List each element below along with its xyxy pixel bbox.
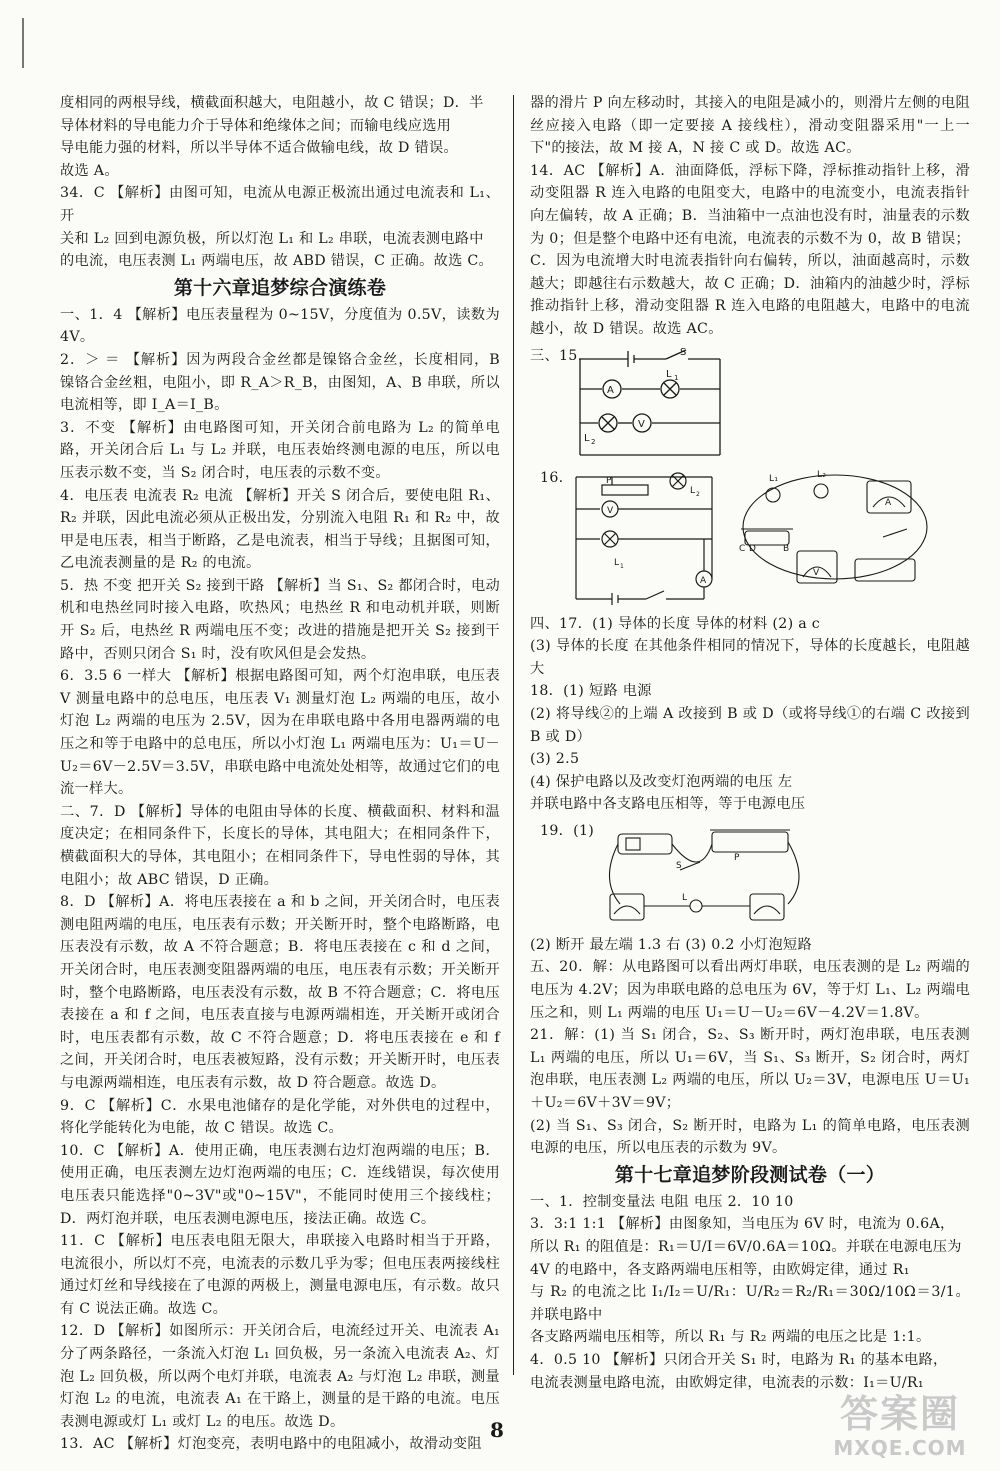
q15-label: 三、15. bbox=[530, 347, 583, 364]
answer-item: 18．(1) 短路 电源 bbox=[530, 683, 652, 700]
svg-text:A: A bbox=[885, 497, 892, 508]
svg-text:A: A bbox=[700, 575, 707, 586]
left-column bbox=[60, 92, 500, 1453]
answer-item: 5．热 不变 把开关 S₂ 接到干路 【解析】当 S₁、S₂ 都闭合时，电动机和电热丝同时接入电路，吹热风；电热丝 R 和电动机并联，则断开 S₂ 后，电热丝 R 两端电压不变；改进的措施是把开关 S₂ 接到干路中，否则只闭合 S₁ 时，没有吹风但是会发热。 bbox=[60, 577, 500, 662]
svg-text:S: S bbox=[676, 860, 683, 871]
chapter-title-17: 第十七章追梦阶段测试卷（一） bbox=[614, 1163, 886, 1186]
right-column bbox=[530, 92, 970, 1391]
q16-label: 16. bbox=[540, 469, 564, 486]
answer-item: 4．0.5 10 【解析】只闭合开关 S₁ 时，电路为 R₁ 的基本电路， bbox=[530, 1351, 948, 1368]
answer-item: 一、1．4 【解析】电压表量程为 0~15V，分度值为 0.5V，读数为 4V。 bbox=[60, 306, 500, 346]
answer-item: 3．3:1 1:1 【解析】由图象知，当电压为 6V 时，电流为 0.6A， bbox=[530, 1216, 955, 1233]
svg-text:L: L bbox=[614, 557, 620, 568]
svg-text:P: P bbox=[734, 852, 740, 863]
answers-chapter-17 bbox=[530, 1191, 970, 1394]
answer-item: 10．C 【解析】A．使用正确，电压表测右边灯泡两端的电压；B．使用正确，电压表测左边灯泡两端的电压；C．连线错误，每次使用电压表只能选择"0~3V"或"0~15V"，不能同时使用三个接线柱；D．两灯泡并联，电压表测电源电压，接法正确。故选 C。 bbox=[60, 1142, 500, 1227]
answer-item: 12．D 【解析】如图所示：开关闭合后，电流经过开关、电流表 A₁ 分了两条路径，一条流入灯泡 L₁ 回负极，另一条流入电流表 A₂、灯泡 L₂ 回负极，所以两个电灯并联，电流表 A₂ 与灯泡 L₂ 串联，测量灯泡 L₂ 的电流，电流表 A₁ 在干路上，测量的是干路的电流。电压表测电源或灯 L₁ 或灯 L₂ 的电压。故选 D。 bbox=[60, 1323, 500, 1430]
answers-19-21 bbox=[530, 934, 970, 1160]
svg-text:L: L bbox=[690, 485, 696, 496]
watermark-url-text: MXQE.COM bbox=[833, 1436, 967, 1460]
svg-text:V: V bbox=[607, 505, 614, 516]
q16-physical-wiring-drawing bbox=[735, 467, 930, 607]
answer-item: 6．3.5 6 一样大 【解析】根据电路图可知，两个灯泡串联，电压表 V 测量电路中的总电压，电压表 V₁ 测量灯泡 L₂ 两端的电压，故小灯泡 L₂ 两端的电压为 2.5V，因为在串联电路中各用电器两端的电压之和等于电路中的总电压，所以小灯泡 L₁ 两端电压为：U₁＝U－U₂＝6V－2.5V＝3.5V，串联电路中电流处处相等，故通过它们的电流一样大。 bbox=[60, 668, 500, 798]
svg-text:S: S bbox=[680, 346, 687, 358]
svg-text:V: V bbox=[813, 567, 820, 578]
svg-text:V: V bbox=[638, 418, 646, 430]
svg-text:1: 1 bbox=[674, 373, 679, 382]
answer-item: (3) 导体的长度 在其他条件相同的情况下，导体的长度越长，电阻越大 bbox=[530, 638, 970, 677]
answer-item: 3．不变 【解析】由电路图可知，开关闭合前电路为 L₂ 的简单电路，开关闭合后 L₁ 与 L₂ 并联，电压表始终测电源的电压，所以电压表示数不变，当 S₂ 闭合时，电压表的示数不变。 bbox=[60, 419, 500, 481]
text-line: 导体材料的导电能力介于导体和绝缘体之间；而输电线应选用 bbox=[60, 117, 452, 134]
q19-figure bbox=[530, 820, 970, 930]
answer-item: 9．C 【解析】C．水果电池储存的是化学能，对外供电的过程中，将化学能转化为电能，故 C 错误。故选 C。 bbox=[60, 1097, 500, 1137]
answer-item: 一、1．控制变量法 电阻 电压 2．10 10 bbox=[530, 1193, 794, 1210]
svg-text:L₁: L₁ bbox=[769, 473, 779, 484]
answer-item: 11．C 【解析】电压表电阻无限大，串联接入电路时相当于开路，电流很小，所以灯不亮，电流表的示数几乎为零；但电压表两接线柱通过灯丝和导线接在了电源的两极上，测量电源电压，有示数。故只有 C 说法正确。故选 C。 bbox=[60, 1233, 500, 1317]
text-line: 的电流，电压表测 L₁ 两端电压，故 ABD 错误，C 正确。故选 C。 bbox=[60, 253, 494, 270]
q16-circuit-diagram bbox=[572, 467, 722, 607]
answers-17-18 bbox=[530, 613, 970, 816]
svg-text:L: L bbox=[584, 432, 590, 444]
page-number: 8 bbox=[490, 1418, 504, 1442]
left-continuation bbox=[60, 92, 500, 273]
answer-item: 器的滑片 P 向左移动时，其接入的电阻是减小的，则滑片左侧的电阻丝应接入电路（即一定要接 A 接线柱），滑动变阻器采用"一上一下"的接法，故 M 接 A，N 接 C 或 D。故选 AC。 bbox=[530, 95, 970, 157]
answer-item: 与 R₂ 的电流之比 I₁/I₂＝U/R₁：U/R₂＝R₂/R₁＝30Ω/10Ω＝3/1。并联电路中 bbox=[530, 1284, 970, 1323]
svg-text:L: L bbox=[666, 368, 672, 380]
answers-chapter-16 bbox=[60, 304, 500, 1456]
answer-item: 二、7．D 【解析】导体的电阻由导体的长度、横截面积、材料和温度决定；在相同条件下，长度长的导体，其电阻大；在相同条件下，横截面积大的导体，其电阻小；在相同条件下，导电性弱的导体，其电阻小；故 ABC 错误，D 正确。 bbox=[60, 803, 500, 888]
answer-item: 并联电路中各支路电压相等，等于电源电压 bbox=[530, 796, 806, 813]
answer-item: 4V 的电路中，各支路两端电压相等，由欧姆定律，通过 R₁ bbox=[530, 1261, 910, 1278]
text-line: 导电能力强的材料，所以半导体不适合做输电线，故 D 错误。 bbox=[60, 140, 458, 157]
binding-margin-mark bbox=[22, 18, 24, 68]
q16-figure bbox=[530, 467, 970, 609]
svg-text:P: P bbox=[606, 475, 612, 486]
q19-wiring-drawing bbox=[600, 820, 810, 926]
answer-item: 13．AC 【解析】灯泡变亮，表明电路中的电阻减小，故滑动变阻 bbox=[60, 1436, 482, 1453]
svg-text:A: A bbox=[607, 384, 615, 396]
site-watermark-logo bbox=[805, 1392, 995, 1468]
chapter-title-16: 第十六章追梦综合演练卷 bbox=[173, 276, 387, 299]
answer-item: (2) 当 S₁、S₃ 闭合，S₂ 断开时，电路为 L₁ 的简单电路，电压表测电源的电压，所以电压表的示数为 9V。 bbox=[530, 1117, 970, 1157]
answer-item: 五、20．解：从电路图可以看出两灯串联，电压表测的是 L₂ 两端的电压为 4.2V；因为串联电路的总电压为 6V，等于灯 L₁、L₂ 两端电压之和，则 L₁ 两端的电压 U₁＝U－U₂＝6V－4.2V＝1.8V。 bbox=[530, 959, 970, 1021]
text-line: 故选 A。 bbox=[60, 162, 119, 179]
svg-text:L₂: L₂ bbox=[817, 469, 827, 480]
svg-text:B: B bbox=[783, 543, 790, 554]
q19-label: 19．(1) bbox=[540, 822, 595, 839]
svg-text:D: D bbox=[749, 543, 757, 554]
answer-item: 各支路两端电压相等，所以 R₁ 与 R₂ 两端的电压之比是 1:1。 bbox=[530, 1329, 931, 1346]
answer-item: 电流表测量电路电流，由欧姆定律，电流表的示数：I₁＝U/R₁ bbox=[530, 1374, 924, 1391]
text-line: 关和 L₂ 回到电源负极，所以灯泡 L₁ 和 L₂ 串联，电流表测电路中 bbox=[60, 230, 484, 247]
svg-text:1: 1 bbox=[620, 562, 625, 570]
watermark-main-text: 答案圈 bbox=[839, 1392, 960, 1436]
svg-text:C: C bbox=[739, 543, 746, 554]
text-line: 34．C 【解析】由图可知，电流从电源正极流出通过电流表和 L₁、开 bbox=[60, 185, 500, 224]
answer-item: (2) 断开 最左端 1.3 右 (3) 0.2 小灯泡短路 bbox=[530, 936, 812, 953]
text-line: 度相同的两根导线，横截面积越大，电阻越小，故 C 错误；D．半 bbox=[60, 95, 484, 111]
svg-text:L: L bbox=[682, 892, 688, 903]
answer-item: 2．＞ ＝ 【解析】因为两段合金丝都是镍铬合金丝，长度相同，B 镍铬合金丝粗，电阻小，即 R_A＞R_B，由图知，A、B 串联，所以电流相等，即 I_A＝I_B。 bbox=[60, 351, 500, 414]
answer-item: 21．解：(1) 当 S₁ 闭合，S₂、S₃ 断开时，两灯泡串联，电压表测 L₁ 两端的电压，所以 U₁＝6V，当 S₁、S₃ 断开，S₂ 闭合时，两灯泡串联，电压表测 L₂ 两端的电压，所以 U₂＝3V，电源电压 U＝U₁＋U₂＝6V＋3V＝9V； bbox=[530, 1027, 970, 1112]
svg-text:2: 2 bbox=[591, 437, 596, 446]
answer-item: 8．D 【解析】A．将电压表接在 a 和 b 之间，开关闭合时，电压表测电阻两端的电压，电压表有示数；开关断开时，整个电路断路，电压表没有示数，故 A 不符合题意；B．将电压表接在 c 和 d 之间，开关闭合时，电压表测变阻器两端的电压，电压表有示数；开关断开时，整个电路断路，电压表没有示数，故 B 不符合题意；C．将电压表接在 a 和 f 之间，电压表直接与电源两端相连，开关断开或闭合时，电压表都有示数，故 C 不符合题意；D．将电压表接在 e 和 f 之间，开关闭合时，电压表被短路，没有示数；开关断开时，电压表与电源两端相连，电压表有示数，故 D 符合题意。故选 D。 bbox=[60, 894, 500, 1091]
answer-item: 4．电压表 电流表 R₂ 电流 【解析】开关 S 闭合后，要使电阻 R₁、R₂ 并联，因此电流必须从正极出发，分别流入电阻 R₁ 和 R₂ 中，故甲是电压表，相当于断路，乙是电流表，相当于导线；且据图可知，乙电流表测量的是 R₂ 的电流。 bbox=[60, 487, 500, 572]
q15-circuit-diagram bbox=[570, 345, 730, 461]
answer-item: 14．AC 【解析】A．油面降低，浮标下降，浮标推动指针上移，滑动变阻器 R 连入电路的电阻变大，电路中的电流变小，电流表指针向左偏转，故 A 正确；B．当油箱中一点油也没有时，油量表的示数为 0；但是整个电路中还有电流，电流表的示数不为 0，故 B 错误；C．因为电流增大时电流表指针向右偏转，所以，油面越高时，示数越大；即越往右示数越大，故 C 正确；D．油箱内的油越少时，浮标推动指针上移，滑动变阻器 R 连入电路的电阻越大，电路中的电流越小，故 D 错误。故选 AC。 bbox=[530, 162, 970, 337]
answer-item: 所以 R₁ 的阻值是：R₁＝U/I＝6V/0.6A＝10Ω。并联在电源电压为 bbox=[530, 1239, 962, 1255]
answer-item: 四、17．(1) 导体的长度 导体的材料 (2) a c bbox=[530, 615, 821, 632]
answer-item: (2) 将导线②的上端 A 改接到 B 或 D（或将导线①的右端 C 改接到 B 或 D） bbox=[530, 705, 970, 745]
q15-figure bbox=[530, 345, 970, 463]
svg-text:2: 2 bbox=[696, 490, 701, 498]
answer-item: (4) 保护电路以及改变灯泡两端的电压 左 bbox=[530, 773, 793, 790]
column-divider bbox=[513, 95, 514, 1375]
answer-item: (3) 2.5 bbox=[530, 751, 580, 768]
